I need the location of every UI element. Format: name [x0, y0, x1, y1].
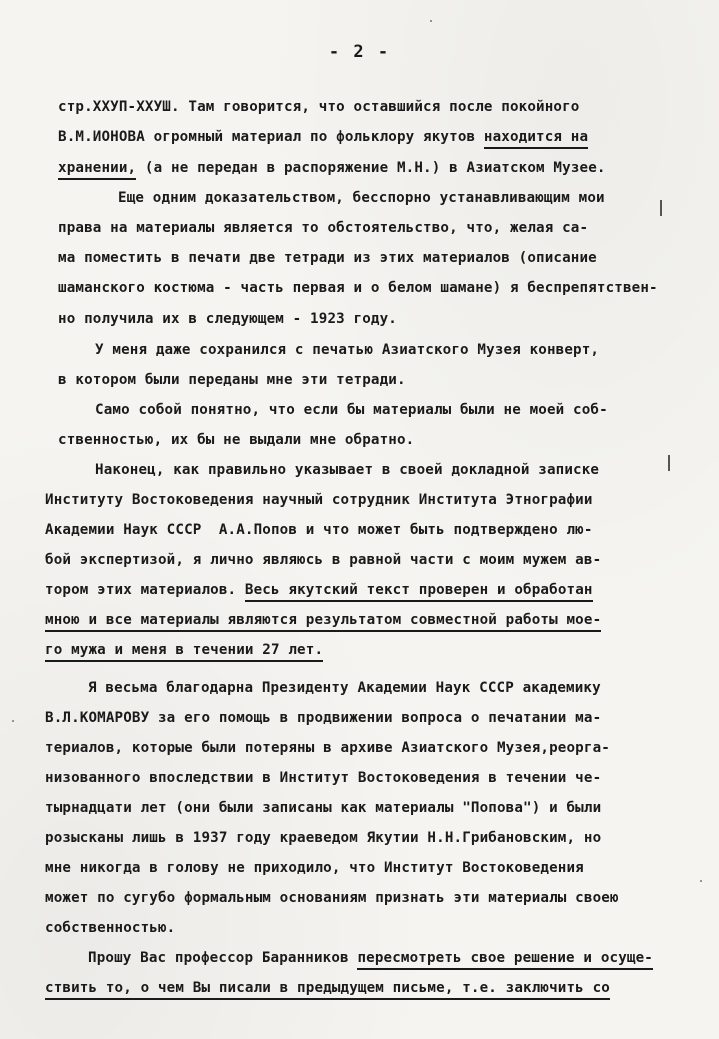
text-line-1: стр.XXУП-XXУШ. Там говорится, что оставшийся после покойного	[58, 99, 580, 115]
text-line-4: Еще одним доказательством, бесспорно устанавливающим мои	[118, 190, 605, 206]
underlined-text: ствить то, о чем Вы писали в предыдущем письме, т.е. заключить со	[45, 980, 610, 1000]
text-line-17	[45, 580, 593, 600]
plain-text: В.М.ИОНОВА огромный материал по фольклору якутов	[58, 129, 484, 145]
underlined-text: пересмотреть свое решение и осуще-	[357, 950, 653, 970]
page-number: - 2 -	[328, 42, 391, 62]
underlined-text: го мужа и меня в течении 27 лет.	[45, 642, 323, 662]
scan-speck	[700, 880, 702, 882]
text-line-30	[45, 978, 610, 998]
plain-text: Прошу Вас профессор Баранников	[88, 950, 358, 966]
text-line-13: Наконец, как правильно указывает в своей докладной записке	[95, 462, 600, 478]
text-line-18	[45, 610, 601, 630]
scan-speck	[430, 20, 432, 22]
text-line-14: Институту Востоковедения научный сотрудник Института Этнографии	[45, 492, 593, 508]
text-line-24: тырнадцати лет (они были записаны как материалы "Попова") и были	[45, 800, 602, 816]
text-line-5: права на материалы является то обстоятельство, что, желая са-	[58, 220, 589, 236]
text-line-11: Само собой понятно, что если бы материалы были не моей соб-	[95, 402, 608, 418]
text-line-27: может по сугубо формальным основаниям признать эти материалы своею	[45, 890, 619, 906]
underlined-text: Весь якутский текст проверен и обработан	[245, 582, 593, 602]
text-line-16: бой экспертизой, я лично являюсь в равной части с моим мужем ав-	[45, 552, 602, 568]
text-line-25: розысканы лишь в 1937 году краеведом Якутии Н.Н.Грибановским, но	[45, 830, 602, 846]
text-line-9: У меня даже сохранился с печатью Азиатского Музея конверт,	[95, 342, 600, 358]
text-line-28: собственностью.	[45, 920, 176, 936]
text-line-3	[58, 158, 606, 178]
underlined-text: мною и все материалы являются результатом совместной работы мое-	[45, 612, 601, 632]
text-line-20: Я весьма благодарна Президенту Академии Наук СССР академику	[88, 680, 601, 696]
text-line-6: ма поместить в печати две тетради из этих материалов (описание	[58, 250, 597, 266]
text-line-26: мне никогда в голову не приходило, что Институт Востоковедения	[45, 860, 584, 876]
margin-mark	[660, 200, 662, 216]
text-line-23: низованного впоследствии в Институт Востоковедения в течении че-	[45, 770, 602, 786]
plain-text: тором этих материалов.	[45, 582, 245, 598]
text-line-22: териалов, которые были потеряны в архиве Азиатского Музея,реорга-	[45, 740, 610, 756]
text-line-7: шаманского костюма - часть первая и о белом шамане) я беспрепятствен-	[58, 280, 658, 296]
underlined-text: хранении,	[58, 160, 136, 180]
scan-speck	[12, 720, 14, 722]
plain-text: (а не передан в распоряжение М.Н.) в Азиатском Музее.	[136, 160, 606, 176]
text-line-10: в котором были переданы мне эти тетради.	[58, 372, 406, 388]
text-line-8: но получила их в следующем - 1923 году.	[58, 311, 397, 327]
text-line-12: ственностью, их бы не выдали мне обратно.	[58, 432, 415, 448]
text-line-29	[88, 948, 653, 968]
text-line-15: Академии Наук СССР А.А.Попов и что может быть подтверждено лю-	[45, 522, 593, 538]
text-line-19	[45, 640, 323, 660]
margin-mark	[668, 455, 670, 471]
text-line-2	[58, 127, 588, 147]
underlined-text: находится на	[484, 129, 588, 149]
text-line-21: В.Л.КОМАРОВУ за его помощь в продвижении вопроса о печатании ма-	[45, 710, 602, 726]
